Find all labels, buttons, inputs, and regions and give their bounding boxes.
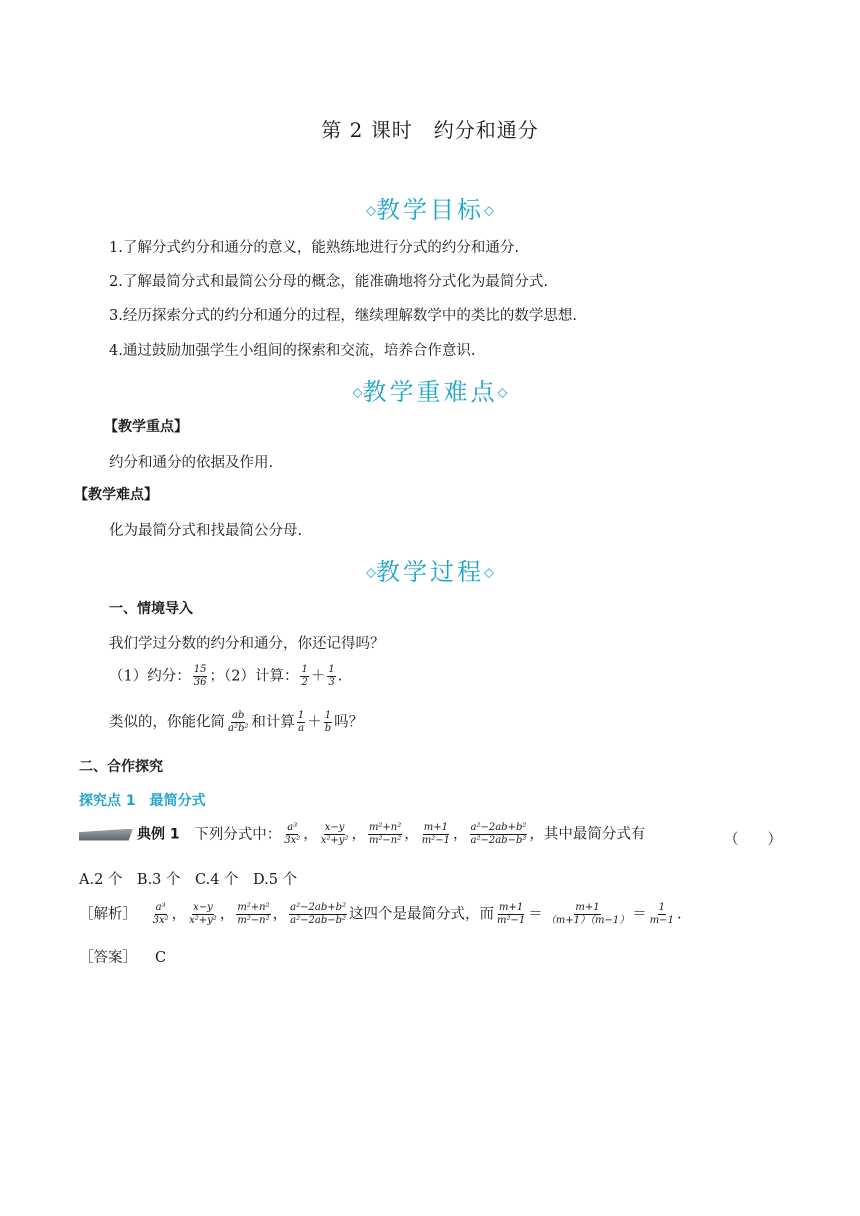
page-title: 第 2 课时 约分和通分 [321,118,539,142]
fraction: $\frac{x-y}{\text{x²+y²}}$ [320,822,349,846]
fraction: $\frac{1}{2}$ [301,664,308,688]
part1-line3: 类似的，你能化简 $\frac{ab}{\text{a²b²}}$ 和计算 $\frac{1}{a}$ ＋ $\frac{1}{b}$ 吗？ [109,710,364,734]
section-objectives-label: 教学目标 [376,196,484,224]
example-label: 典例 1 [137,826,180,843]
fraction: $\frac{1}{a}$ [297,710,305,734]
part1-line1: 我们学过分数的约分和通分，你还记得吗？ [109,636,385,652]
objective-2: 2.了解最简分式和最简公分母的概念，能准确地将分式化为最简分式. [109,274,548,290]
key-label: 【教学重点】 [104,419,188,435]
section-keypoints [0,372,860,407]
diamond-icon: ◇ [366,565,376,581]
answer-value: C [155,950,167,966]
fraction: $\frac{1}{m-1}$ [649,902,674,926]
fraction: $\frac{\text{a³}}{\text{3x²}}$ [152,902,169,926]
diamond-icon: ◇ [484,203,494,219]
key-text: 约分和通分的依据及作用. [109,455,274,471]
objective-3: 3.经历探索分式的约分和通分的过程，继续理解数学中的类比的数学思想. [109,308,577,324]
question-2-label: ；（2）计算： [209,668,299,685]
fraction: $\frac{\text{a³}}{\text{3x²}}$ [284,822,301,846]
difficult-label: 【教学难点】 [74,487,158,503]
objective-4: 4.通过鼓励加强学生小组间的探索和交流，培养合作意识. [109,343,476,359]
fraction: $\frac{\text{m²+n²}}{\text{m²−n²}}$ [368,822,402,846]
question-1-label: （1）约分： [109,668,191,685]
diamond-icon: ◇ [352,385,363,401]
fraction: $\frac{m+1}{(m+1)(m-1)}$ [545,902,630,926]
answer-label: ［答案］ [79,950,137,966]
fraction: $\frac{m+1}{\text{m²−1}}$ [497,902,526,926]
analysis-label: ［解析］ [79,906,137,923]
fraction: $\frac{15}{36}$ [193,664,207,688]
part2-subheading: 探究点 1 最简分式 [79,793,206,809]
fraction: $\frac{1}{b}$ [324,710,332,734]
fraction: $\frac{1}{3}$ [328,664,335,688]
fraction: $\frac{\text{a²−2ab+b²}}{\text{a²−2ab−b²}}$ [470,822,527,846]
part1-question: （1）约分： $\frac{15}{36}$ ；（2）计算： $\frac{1}{2}$ ＋ $\frac{1}{3}$ . [109,664,343,688]
section-process [0,552,860,587]
fraction: $\frac{m+1}{\text{m²−1}}$ [421,822,450,846]
ribbon-icon [79,829,133,841]
fraction: $\frac{\text{a²−2ab+b²}}{\text{a²−2ab−b²}}$ [290,902,347,926]
part2-heading: 二、合作探究 [79,759,163,775]
answer-paren: （ ） [724,832,782,848]
example-1: 典例 1 下列分式中： $\frac{\text{a³}}{\text{3x²}}$ ， $\frac{x-y}{\text{x²+y²}}$ ， $\frac{\text{m²+n²}}{\text{m²−n²}}$ ， $\frac{m+1}{\text{m²−1}}$ ， $\frac{\text{a²−2ab+b²}}{\text{a²−2ab−b²}}$ ，其中最简分式有 [79,822,645,847]
section-objectives [0,190,860,225]
diamond-icon: ◇ [366,203,376,219]
options: A.2 个 B.3 个 C.4 个 D.5 个 [79,872,298,888]
fraction: $\frac{ab}{\text{a²b²}}$ [228,710,249,734]
objective-1: 1.了解分式约分和通分的意义，能熟练地进行分式的约分和通分. [109,240,519,256]
answer [79,946,166,967]
fraction: $\frac{\text{m²+n²}}{\text{m²−n²}}$ [237,902,270,926]
section-keypoints-label: 教学重难点 [362,378,498,406]
diamond-icon: ◇ [484,565,494,581]
diamond-icon: ◇ [497,385,508,401]
analysis: ［解析］ $\frac{\text{a³}}{\text{3x²}}$ ， $\frac{x-y}{\text{x²+y²}}$ ， $\frac{\text{m²+n²}}{\text{m²−n²}}$ ， $\frac{\text{a²−2ab+b²}}{\text{a²−2ab−b²}}$ 这四个是最简分式，而 $\frac{m+1}{\text{m²−1}}$ ＝ $\frac{m+1}{(m+1)(m-1)}$ ＝ $\frac{1}{m-1}$ . [79,902,682,926]
section-process-label: 教学过程 [376,558,484,586]
fraction: $\frac{x-y}{\text{x²+y²}}$ [189,902,217,926]
difficult-text: 化为最简分式和找最简公分母. [109,523,303,539]
part1-heading: 一、情境导入 [109,601,193,617]
